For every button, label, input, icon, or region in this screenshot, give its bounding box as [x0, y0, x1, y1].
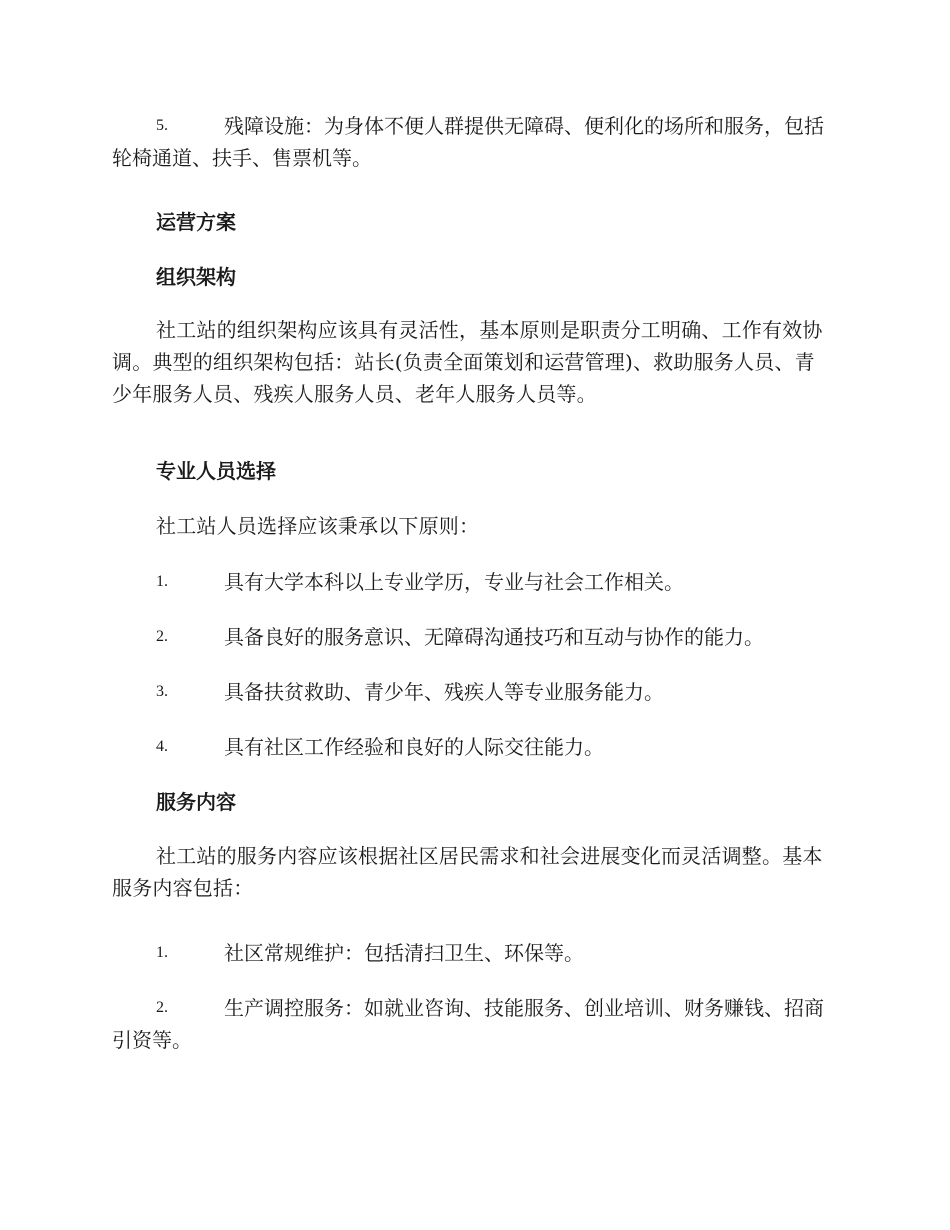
list-number: 5. [156, 117, 168, 134]
list-text: 具备扶贫救助、青少年、残疾人等专业服务能力。 [224, 680, 664, 704]
list-text: 具备良好的服务意识、无障碍沟通技巧和互动与协作的能力。 [224, 625, 764, 649]
section-heading-organization: 组织架构 [156, 265, 236, 289]
list-item [112, 937, 832, 969]
list-text: 具有社区工作经验和良好的人际交往能力。 [224, 735, 604, 759]
section-heading-service: 服务内容 [156, 790, 236, 814]
list-text: 社区常规维护：包括清扫卫生、环保等。 [224, 941, 584, 965]
paragraph-staff: 社工站人员选择应该秉承以下原则： [156, 514, 480, 538]
list-number: 2. [156, 999, 168, 1016]
list-number: 1. [156, 944, 168, 961]
list-number: 1. [156, 573, 168, 590]
list-item [112, 731, 832, 763]
section-heading-operations: 运营方案 [156, 210, 236, 234]
list-number: 4. [156, 738, 168, 755]
list-item [112, 676, 832, 708]
list-item [112, 992, 832, 1056]
list-text: 残障设施：为身体不便人群提供无障碍、便利化的场所和服务，包括轮椅通道、扶手、售票机等。 [112, 114, 824, 170]
section-heading-staff: 专业人员选择 [156, 459, 276, 483]
list-number: 3. [156, 683, 168, 700]
list-item [112, 621, 832, 653]
paragraph-organization: 社工站的组织架构应该具有灵活性，基本原则是职责分工明确、工作有效协调。典型的组织架构包括：站长(负责全面策划和运营管理)、救助服务人员、青少年服务人员、残疾人服务人员、老年人服务人员等。 [112, 318, 823, 406]
list-item [112, 566, 832, 598]
list-text: 生产调控服务：如就业咨询、技能服务、创业培训、财务赚钱、招商引资等。 [112, 996, 824, 1052]
list-number: 2. [156, 628, 168, 645]
list-item [112, 110, 832, 174]
list-text: 具有大学本科以上专业学历，专业与社会工作相关。 [224, 570, 684, 594]
paragraph-service: 社工站的服务内容应该根据社区居民需求和社会进展变化而灵活调整。基本服务内容包括： [112, 844, 823, 900]
